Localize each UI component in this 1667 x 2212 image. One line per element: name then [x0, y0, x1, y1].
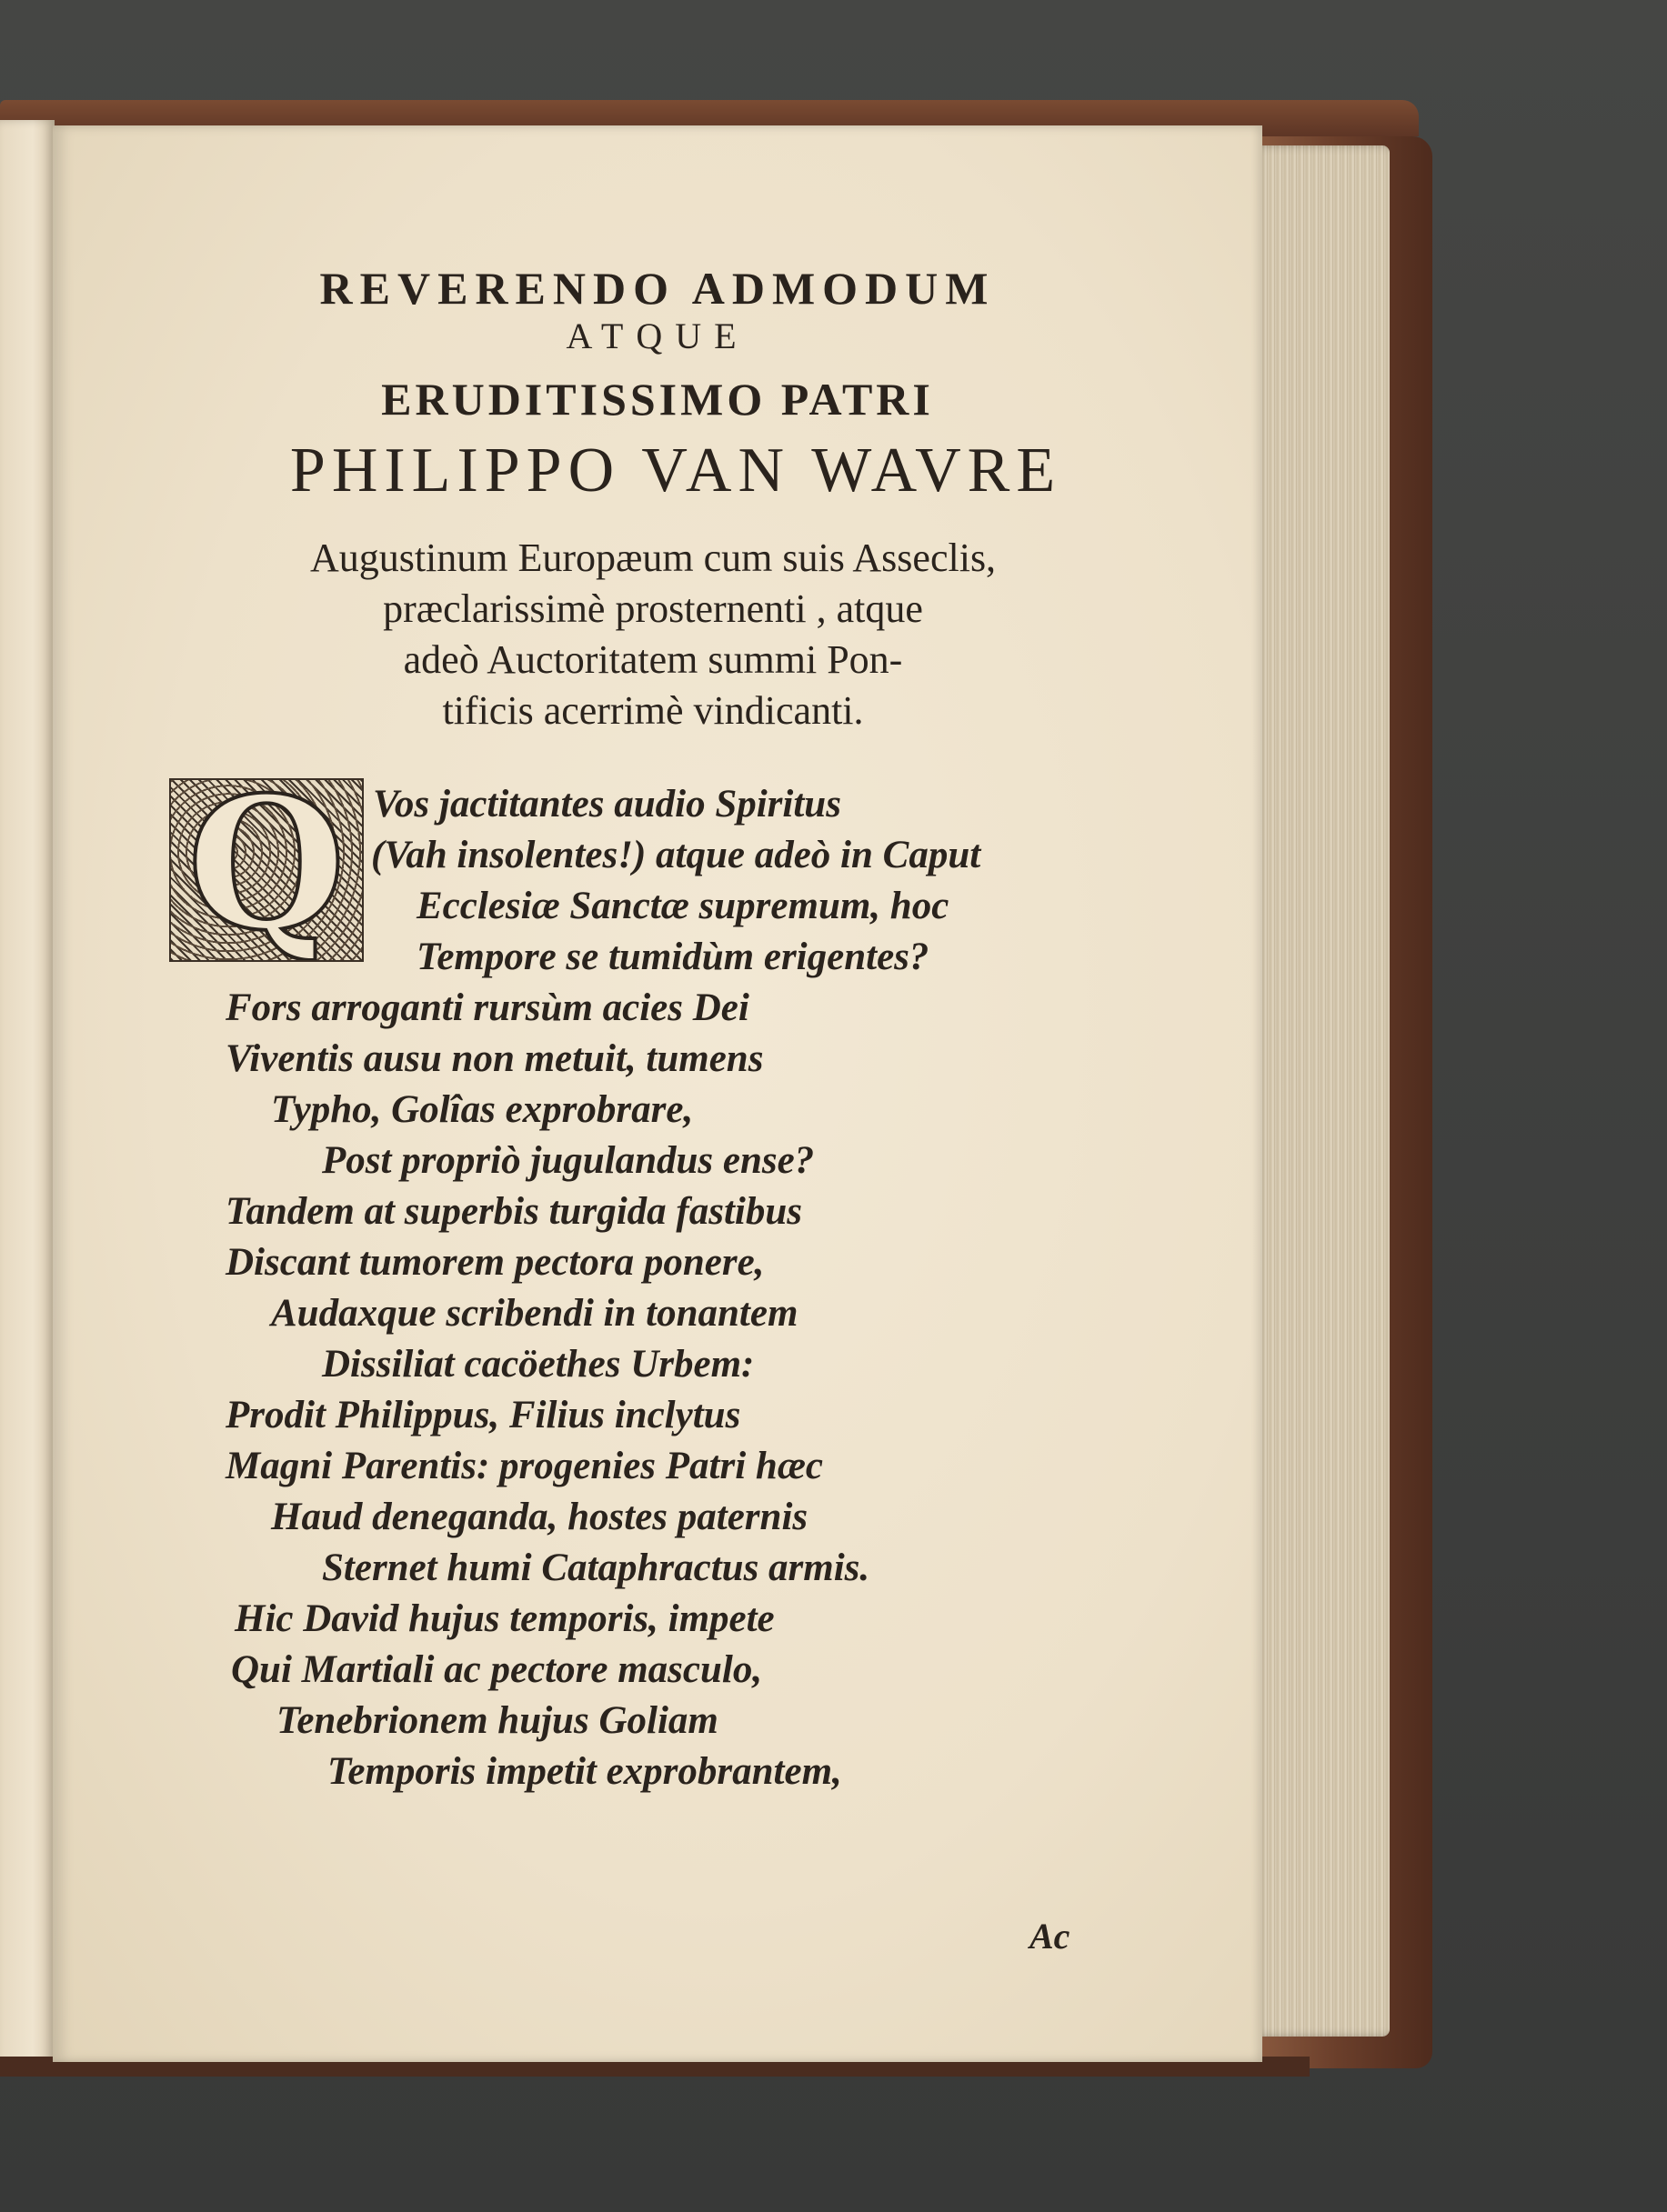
verse-line: Tempore se tumidùm erigentes? [417, 936, 929, 978]
subtitle-line-1: Augustinum Europæum cum suis Asseclis, [309, 535, 997, 580]
verse-line: Tandem at superbis turgida fastibus [226, 1190, 802, 1233]
verse-line: Fors arroganti rursùm acies Dei [226, 986, 749, 1029]
verse-line: Typho, Golîas exprobrare, [271, 1088, 694, 1131]
verse-line: Qui Martiali ac pectore masculo, [231, 1648, 763, 1691]
verse-line: Vos jactitantes audio Spiritus [373, 783, 841, 826]
verse-line: Viventis ausu non metuit, tumens [226, 1037, 764, 1080]
verse-line: Sternet humi Cataphractus armis. [322, 1546, 870, 1589]
subtitle-line-2: præclarissimè prosternenti , atque [383, 586, 923, 631]
catchword: Ac [1029, 1916, 1070, 1957]
heading-line-1: REVERENDO ADMODUM [319, 263, 996, 314]
book-page [53, 125, 1262, 2062]
verse-line: Temporis impetit exprobrantem, [327, 1750, 842, 1793]
decorated-initial [169, 778, 364, 962]
verse-line: Prodit Philippus, Filius inclytus [226, 1394, 741, 1436]
subtitle-line-3: adeò Auctoritatem summi Pon- [403, 637, 903, 682]
verse-line: Dissiliat cacöethes Urbem: [322, 1343, 755, 1386]
verse-line: (Vah insolentes!) atque adeò in Caput [371, 834, 981, 876]
subtitle-line-4: tificis acerrimè vindicanti. [442, 688, 864, 733]
verse-line: Discant tumorem pectora ponere, [226, 1241, 765, 1284]
verse-line: Hic David hujus temporis, impete [235, 1597, 775, 1640]
verse-line: Magni Parentis: progenies Patri hæc [226, 1445, 823, 1487]
heading-line-2: ATQUE [566, 315, 749, 356]
verse-line: Haud deneganda, hostes paternis [271, 1496, 808, 1538]
heading-dedicatee-name: PHILIPPO VAN WAVRE [289, 435, 1062, 505]
verse-line: Audaxque scribendi in tonantem [271, 1292, 798, 1335]
left-page-edge [0, 120, 55, 2066]
verse-line: Tenebrionem hujus Goliam [276, 1699, 718, 1742]
verse-line: Post propriò jugulandus ense? [322, 1139, 815, 1182]
verse-line: Ecclesiæ Sanctæ supremum, hoc [417, 885, 949, 927]
initial-letter: Q [186, 778, 346, 962]
heading-line-3: ERUDITISSIMO PATRI [381, 374, 934, 425]
page-edges [1253, 145, 1390, 2037]
